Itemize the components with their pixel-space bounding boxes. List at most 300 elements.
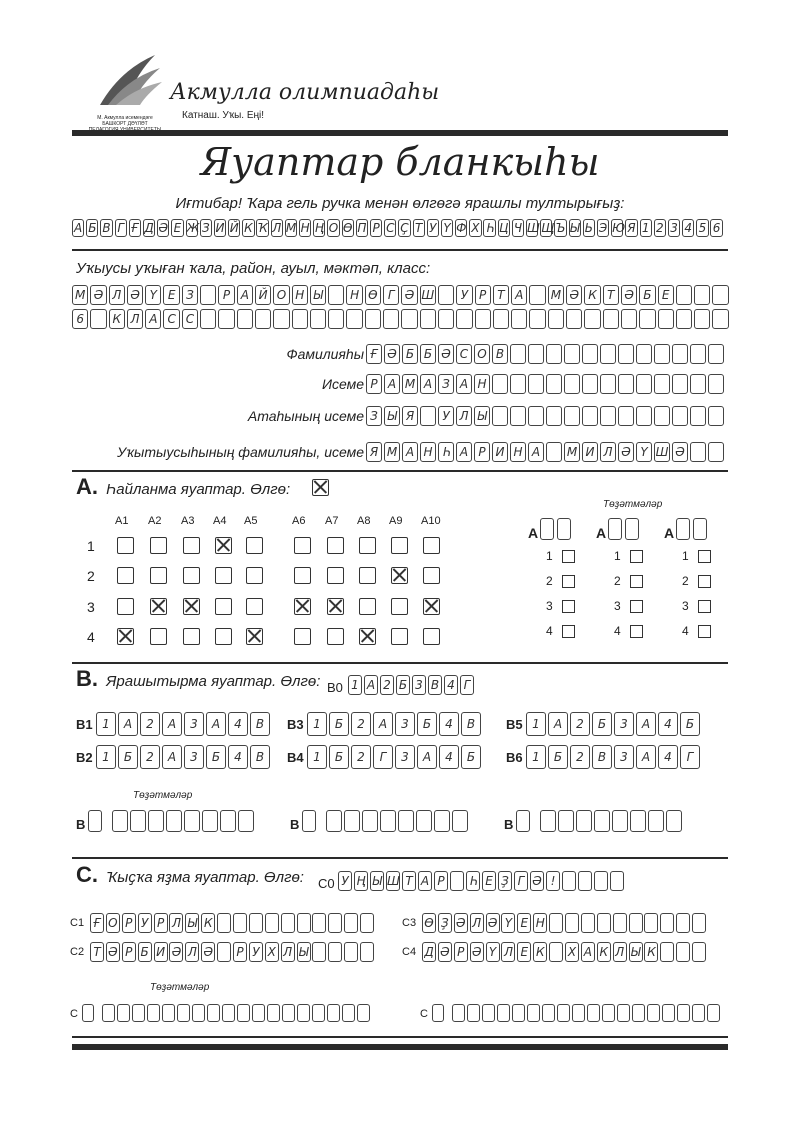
char-cell[interactable]: 3 [184, 745, 204, 769]
char-cell[interactable] [342, 1004, 355, 1022]
char-cell[interactable]: И [492, 442, 508, 462]
char-cell[interactable] [238, 810, 254, 832]
correction-checkbox[interactable] [698, 575, 711, 588]
char-cell[interactable]: Б [417, 712, 437, 736]
char-cell[interactable] [220, 810, 236, 832]
char-cell[interactable]: Л [109, 285, 125, 305]
char-cell[interactable]: А [456, 374, 472, 394]
char-cell[interactable]: Я [402, 406, 418, 426]
char-cell[interactable] [252, 1004, 265, 1022]
answer-cells[interactable] [90, 942, 376, 962]
correction-checkbox[interactable] [630, 575, 643, 588]
char-cell[interactable]: Ә [454, 913, 468, 933]
answer-checkbox[interactable] [215, 567, 232, 584]
char-cell[interactable] [676, 285, 692, 305]
char-cell[interactable] [712, 285, 728, 305]
char-cell[interactable]: Й [255, 285, 271, 305]
answer-checkbox[interactable] [294, 537, 311, 554]
char-cell[interactable] [692, 1004, 705, 1022]
char-cell[interactable]: Н [510, 442, 526, 462]
char-cell[interactable] [398, 810, 414, 832]
char-cell[interactable]: 2 [140, 745, 160, 769]
char-cell[interactable]: К [584, 285, 600, 305]
char-cell[interactable]: Ү [501, 913, 515, 933]
char-cell[interactable]: 4 [658, 745, 678, 769]
char-cell[interactable] [222, 1004, 235, 1022]
char-cell[interactable]: Ә [90, 285, 106, 305]
char-cell[interactable] [132, 1004, 145, 1022]
answer-checkbox[interactable] [215, 628, 232, 645]
char-cell[interactable] [346, 309, 362, 329]
char-cell[interactable] [549, 913, 563, 933]
char-cell[interactable]: С [456, 344, 472, 364]
char-cell[interactable]: Ә [384, 344, 400, 364]
char-cell[interactable] [327, 1004, 340, 1022]
char-cell[interactable] [282, 1004, 295, 1022]
char-cell[interactable] [344, 942, 358, 962]
char-cell[interactable] [540, 810, 556, 832]
field-value[interactable] [366, 442, 726, 462]
char-cell[interactable] [618, 344, 634, 364]
char-cell[interactable]: А [420, 374, 436, 394]
char-cell[interactable] [582, 406, 598, 426]
char-cell[interactable]: Т [493, 285, 509, 305]
char-cell[interactable]: Н [533, 913, 547, 933]
char-cell[interactable] [660, 913, 674, 933]
char-cell[interactable] [602, 1004, 615, 1022]
char-cell[interactable] [497, 1004, 510, 1022]
char-cell[interactable] [420, 406, 436, 426]
answer-cells[interactable] [307, 712, 483, 736]
char-cell[interactable] [112, 810, 128, 832]
char-cell[interactable]: К [533, 942, 547, 962]
char-cell[interactable] [432, 1004, 444, 1022]
char-cell[interactable] [297, 913, 311, 933]
char-cell[interactable] [546, 344, 562, 364]
char-cell[interactable] [456, 309, 472, 329]
char-cell[interactable]: Н [292, 285, 308, 305]
char-cell[interactable]: 3 [614, 745, 634, 769]
char-cell[interactable]: 2 [351, 745, 371, 769]
char-cell[interactable]: Б [138, 942, 152, 962]
char-cell[interactable]: Ә [621, 285, 637, 305]
char-cell[interactable]: Н [420, 442, 436, 462]
correction-cell[interactable] [540, 518, 554, 540]
char-cell[interactable] [677, 1004, 690, 1022]
char-cell[interactable] [644, 913, 658, 933]
correction-cell[interactable] [625, 518, 639, 540]
char-cell[interactable] [90, 309, 106, 329]
char-cell[interactable]: 3 [184, 712, 204, 736]
char-cell[interactable]: 2 [140, 712, 160, 736]
char-cell[interactable]: Л [456, 406, 472, 426]
char-cell[interactable] [328, 942, 342, 962]
answer-cells[interactable] [526, 712, 702, 736]
char-cell[interactable]: У [249, 942, 263, 962]
char-cell[interactable]: Т [90, 942, 104, 962]
char-cell[interactable] [548, 309, 564, 329]
char-cell[interactable] [102, 1004, 115, 1022]
char-cell[interactable] [177, 1004, 190, 1022]
char-cell[interactable] [558, 810, 574, 832]
char-cell[interactable] [672, 406, 688, 426]
char-cell[interactable] [542, 1004, 555, 1022]
char-cell[interactable]: А [402, 442, 418, 462]
char-cell[interactable] [217, 913, 231, 933]
char-cell[interactable]: А [206, 712, 226, 736]
school-line-1[interactable] [72, 285, 731, 305]
char-cell[interactable] [690, 344, 706, 364]
char-cell[interactable]: Р [474, 442, 490, 462]
char-cell[interactable]: Б [402, 344, 418, 364]
char-cell[interactable] [618, 374, 634, 394]
char-cell[interactable]: Р [366, 374, 382, 394]
char-cell[interactable] [639, 309, 655, 329]
char-cell[interactable] [566, 309, 582, 329]
answer-cells[interactable] [96, 712, 272, 736]
char-cell[interactable]: В [492, 344, 508, 364]
char-cell[interactable]: Б [461, 745, 481, 769]
char-cell[interactable] [672, 344, 688, 364]
char-cell[interactable] [549, 942, 563, 962]
char-cell[interactable]: О [273, 285, 289, 305]
char-cell[interactable] [438, 309, 454, 329]
char-cell[interactable]: А [145, 309, 161, 329]
char-cell[interactable]: К [644, 942, 658, 962]
char-cell[interactable]: Б [329, 712, 349, 736]
char-cell[interactable] [594, 810, 610, 832]
correction-checkbox[interactable] [698, 625, 711, 638]
school-line-2[interactable] [72, 309, 731, 329]
char-cell[interactable]: 3 [395, 745, 415, 769]
answer-checkbox[interactable] [117, 567, 134, 584]
char-cell[interactable]: А [548, 712, 568, 736]
char-cell[interactable] [434, 810, 450, 832]
char-cell[interactable]: Ы [185, 913, 199, 933]
correction-checkbox[interactable] [562, 625, 575, 638]
char-cell[interactable]: О [474, 344, 490, 364]
char-cell[interactable]: Ы [384, 406, 400, 426]
char-cell[interactable]: 2 [351, 712, 371, 736]
char-cell[interactable]: 2 [570, 712, 590, 736]
char-cell[interactable]: 4 [439, 712, 459, 736]
char-cell[interactable]: У [438, 406, 454, 426]
answer-checkbox[interactable] [423, 537, 440, 554]
char-cell[interactable]: Л [600, 442, 616, 462]
char-cell[interactable] [475, 309, 491, 329]
answer-checkbox[interactable] [359, 628, 376, 645]
char-cell[interactable]: Я [366, 442, 382, 462]
char-cell[interactable]: А [162, 745, 182, 769]
char-cell[interactable] [600, 374, 616, 394]
char-cell[interactable] [492, 406, 508, 426]
correction-checkbox[interactable] [562, 550, 575, 563]
char-cell[interactable] [312, 913, 326, 933]
char-cell[interactable] [613, 913, 627, 933]
char-cell[interactable] [452, 810, 468, 832]
char-cell[interactable]: О [106, 913, 120, 933]
char-cell[interactable]: У [456, 285, 472, 305]
char-cell[interactable] [546, 374, 562, 394]
char-cell[interactable]: Ә [470, 942, 484, 962]
correction-checkbox[interactable] [698, 550, 711, 563]
char-cell[interactable] [612, 810, 628, 832]
char-cell[interactable] [694, 309, 710, 329]
answer-checkbox[interactable] [327, 567, 344, 584]
char-cell[interactable]: Б [592, 712, 612, 736]
char-cell[interactable]: Ш [654, 442, 670, 462]
char-cell[interactable] [690, 374, 706, 394]
char-cell[interactable] [420, 309, 436, 329]
correction-checkbox[interactable] [630, 625, 643, 638]
char-cell[interactable] [249, 913, 263, 933]
answer-cells[interactable] [90, 913, 376, 933]
char-cell[interactable] [510, 374, 526, 394]
char-cell[interactable]: А [384, 374, 400, 394]
char-cell[interactable]: Л [127, 309, 143, 329]
correction-cells[interactable] [88, 810, 256, 832]
char-cell[interactable]: Х [265, 942, 279, 962]
char-cell[interactable] [708, 344, 724, 364]
answer-checkbox[interactable] [150, 628, 167, 645]
char-cell[interactable]: Б [680, 712, 700, 736]
char-cell[interactable]: 4 [228, 712, 248, 736]
char-cell[interactable] [380, 810, 396, 832]
char-cell[interactable] [694, 285, 710, 305]
answer-checkbox[interactable] [391, 537, 408, 554]
char-cell[interactable]: Ы [310, 285, 326, 305]
char-cell[interactable] [662, 1004, 675, 1022]
char-cell[interactable] [692, 913, 706, 933]
char-cell[interactable]: В [250, 745, 270, 769]
char-cell[interactable] [344, 810, 360, 832]
char-cell[interactable]: 2 [570, 745, 590, 769]
char-cell[interactable] [467, 1004, 480, 1022]
char-cell[interactable] [233, 913, 247, 933]
char-cell[interactable] [328, 309, 344, 329]
char-cell[interactable] [630, 810, 646, 832]
char-cell[interactable]: Б [639, 285, 655, 305]
char-cell[interactable] [147, 1004, 160, 1022]
char-cell[interactable]: Ҙ [438, 913, 452, 933]
char-cell[interactable] [148, 810, 164, 832]
char-cell[interactable]: Ө [422, 913, 436, 933]
char-cell[interactable] [546, 442, 562, 462]
answer-checkbox[interactable] [294, 628, 311, 645]
char-cell[interactable]: Ә [201, 942, 215, 962]
char-cell[interactable]: Ы [474, 406, 490, 426]
char-cell[interactable]: Ә [438, 344, 454, 364]
char-cell[interactable] [654, 406, 670, 426]
char-cell[interactable] [302, 810, 316, 832]
char-cell[interactable] [582, 374, 598, 394]
char-cell[interactable]: А [636, 712, 656, 736]
char-cell[interactable]: 4 [228, 745, 248, 769]
char-cell[interactable] [200, 309, 216, 329]
char-cell[interactable] [312, 942, 326, 962]
answer-checkbox[interactable] [423, 598, 440, 615]
char-cell[interactable]: Г [383, 285, 399, 305]
answer-checkbox[interactable] [327, 628, 344, 645]
char-cell[interactable]: Б [118, 745, 138, 769]
char-cell[interactable]: Е [658, 285, 674, 305]
char-cell[interactable] [647, 1004, 660, 1022]
correction-checkbox[interactable] [630, 550, 643, 563]
char-cell[interactable] [482, 1004, 495, 1022]
char-cell[interactable]: Ә [169, 942, 183, 962]
char-cell[interactable]: А [636, 745, 656, 769]
char-cell[interactable]: И [154, 942, 168, 962]
char-cell[interactable] [618, 406, 634, 426]
char-cell[interactable]: Ү [145, 285, 161, 305]
char-cell[interactable] [273, 309, 289, 329]
char-cell[interactable]: Р [475, 285, 491, 305]
char-cell[interactable]: В [461, 712, 481, 736]
char-cell[interactable]: 1 [526, 745, 546, 769]
answer-checkbox[interactable] [246, 628, 263, 645]
char-cell[interactable] [312, 1004, 325, 1022]
char-cell[interactable] [362, 810, 378, 832]
char-cell[interactable]: А [118, 712, 138, 736]
answer-checkbox[interactable] [150, 567, 167, 584]
char-cell[interactable]: 4 [658, 712, 678, 736]
char-cell[interactable]: В [250, 712, 270, 736]
char-cell[interactable] [564, 374, 580, 394]
correction-cells[interactable] [82, 1004, 372, 1022]
char-cell[interactable]: Ә [566, 285, 582, 305]
char-cell[interactable]: Ш [420, 285, 436, 305]
char-cell[interactable]: Г [680, 745, 700, 769]
char-cell[interactable] [692, 942, 706, 962]
char-cell[interactable]: Ә [672, 442, 688, 462]
answer-checkbox[interactable] [391, 628, 408, 645]
char-cell[interactable]: Ү [486, 942, 500, 962]
char-cell[interactable] [383, 309, 399, 329]
correction-checkbox[interactable] [698, 600, 711, 613]
char-cell[interactable] [708, 374, 724, 394]
answer-checkbox[interactable] [391, 598, 408, 615]
answer-cells[interactable] [96, 745, 272, 769]
char-cell[interactable]: А [162, 712, 182, 736]
answer-checkbox[interactable] [327, 598, 344, 615]
answer-checkbox[interactable] [215, 537, 232, 554]
char-cell[interactable] [600, 406, 616, 426]
char-cell[interactable] [690, 406, 706, 426]
char-cell[interactable]: 6 [72, 309, 88, 329]
answer-checkbox[interactable] [359, 567, 376, 584]
char-cell[interactable] [582, 344, 598, 364]
char-cell[interactable] [584, 309, 600, 329]
char-cell[interactable]: А [373, 712, 393, 736]
char-cell[interactable] [166, 810, 182, 832]
char-cell[interactable] [344, 913, 358, 933]
char-cell[interactable] [672, 374, 688, 394]
char-cell[interactable] [629, 913, 643, 933]
char-cell[interactable] [632, 1004, 645, 1022]
char-cell[interactable]: Ү [636, 442, 652, 462]
char-cell[interactable] [510, 406, 526, 426]
char-cell[interactable]: У [138, 913, 152, 933]
char-cell[interactable] [217, 942, 231, 962]
answer-checkbox[interactable] [359, 598, 376, 615]
char-cell[interactable]: Б [206, 745, 226, 769]
char-cell[interactable]: Т [603, 285, 619, 305]
char-cell[interactable] [510, 344, 526, 364]
answer-cells[interactable] [526, 745, 702, 769]
char-cell[interactable] [511, 309, 527, 329]
answer-checkbox[interactable] [183, 628, 200, 645]
char-cell[interactable]: Р [122, 913, 136, 933]
char-cell[interactable] [162, 1004, 175, 1022]
answer-checkbox[interactable] [117, 628, 134, 645]
char-cell[interactable] [572, 1004, 585, 1022]
char-cell[interactable]: С [182, 309, 198, 329]
char-cell[interactable] [654, 374, 670, 394]
char-cell[interactable]: Н [474, 374, 490, 394]
char-cell[interactable] [676, 309, 692, 329]
char-cell[interactable] [676, 913, 690, 933]
char-cell[interactable] [708, 406, 724, 426]
correction-cell[interactable] [608, 518, 622, 540]
char-cell[interactable] [117, 1004, 130, 1022]
char-cell[interactable] [88, 810, 102, 832]
char-cell[interactable]: И [582, 442, 598, 462]
char-cell[interactable]: Е [517, 942, 531, 962]
answer-checkbox[interactable] [391, 567, 408, 584]
char-cell[interactable] [365, 309, 381, 329]
char-cell[interactable]: 3 [614, 712, 634, 736]
char-cell[interactable] [512, 1004, 525, 1022]
char-cell[interactable]: Р [233, 942, 247, 962]
char-cell[interactable] [267, 1004, 280, 1022]
char-cell[interactable] [401, 309, 417, 329]
answer-checkbox[interactable] [183, 598, 200, 615]
char-cell[interactable] [297, 1004, 310, 1022]
char-cell[interactable] [581, 913, 595, 933]
answer-checkbox[interactable] [359, 537, 376, 554]
char-cell[interactable]: М [384, 442, 400, 462]
correction-cell[interactable] [693, 518, 707, 540]
char-cell[interactable] [654, 344, 670, 364]
char-cell[interactable]: Х [565, 942, 579, 962]
correction-cells[interactable] [516, 810, 684, 832]
char-cell[interactable] [237, 309, 253, 329]
char-cell[interactable]: Л [470, 913, 484, 933]
char-cell[interactable]: В [592, 745, 612, 769]
char-cell[interactable]: 1 [307, 745, 327, 769]
char-cell[interactable]: Е [163, 285, 179, 305]
char-cell[interactable]: Ы [629, 942, 643, 962]
char-cell[interactable]: М [548, 285, 564, 305]
answer-checkbox[interactable] [246, 598, 263, 615]
answer-checkbox[interactable] [117, 537, 134, 554]
char-cell[interactable]: Ә [106, 942, 120, 962]
char-cell[interactable] [192, 1004, 205, 1022]
answer-checkbox[interactable] [246, 537, 263, 554]
char-cell[interactable] [202, 810, 218, 832]
char-cell[interactable] [265, 913, 279, 933]
char-cell[interactable] [648, 810, 664, 832]
char-cell[interactable]: 1 [307, 712, 327, 736]
char-cell[interactable]: Һ [438, 442, 454, 462]
char-cell[interactable] [218, 309, 234, 329]
char-cell[interactable] [416, 810, 432, 832]
answer-checkbox[interactable] [117, 598, 134, 615]
answer-checkbox[interactable] [423, 628, 440, 645]
char-cell[interactable] [565, 913, 579, 933]
answer-checkbox[interactable] [246, 567, 263, 584]
char-cell[interactable] [529, 285, 545, 305]
